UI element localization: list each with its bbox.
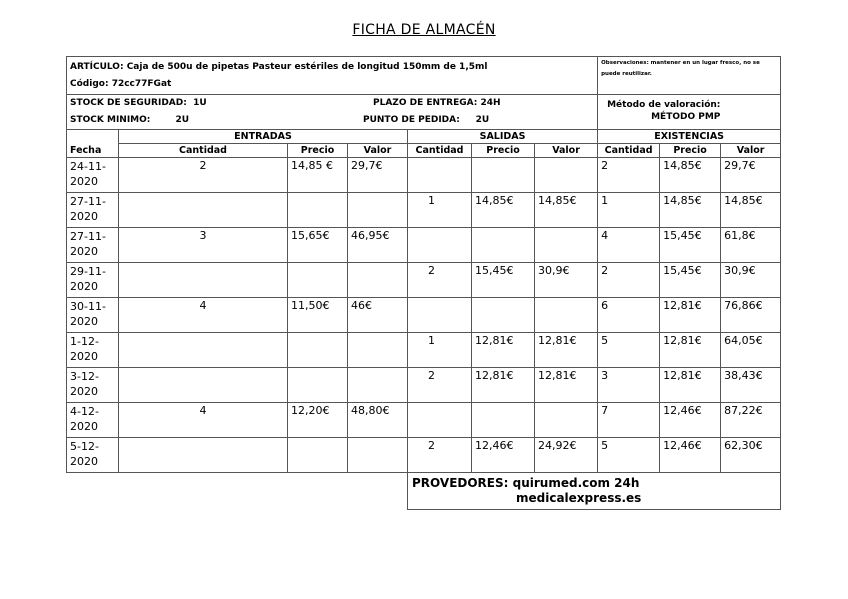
- stock-info-cell: [67, 95, 598, 130]
- stock-minimo-value: 2U: [175, 115, 190, 125]
- cell-e-valor: 48,80€: [348, 403, 408, 438]
- cell-x-valor: 64,05€: [721, 333, 781, 368]
- cell-s-cantidad: 2: [408, 438, 472, 473]
- table-row: [67, 228, 781, 263]
- punto-pedida-value: 2U: [475, 115, 490, 125]
- col-entradas-precio: Precio: [288, 144, 348, 158]
- cell-e-precio: [288, 368, 348, 403]
- table-row: [67, 438, 781, 473]
- cell-s-precio: 14,85€: [472, 193, 535, 228]
- cell-e-precio: [288, 193, 348, 228]
- plazo-entrega-label: PLAZO DE ENTREGA:: [373, 98, 478, 108]
- cell-x-cantidad: 2: [598, 263, 660, 298]
- cell-fecha: 1-12-2020: [67, 333, 119, 368]
- cell-e-valor: [348, 193, 408, 228]
- table-row: [67, 193, 781, 228]
- cell-s-cantidad: [408, 228, 472, 263]
- cell-x-precio: 12,81€: [660, 333, 721, 368]
- cell-s-valor: 14,85€: [535, 193, 598, 228]
- cell-x-valor: 29,7€: [721, 158, 781, 193]
- codigo-line: [70, 76, 594, 93]
- proveedores-cell: [408, 473, 781, 510]
- table-row: [67, 333, 781, 368]
- cell-e-valor: [348, 333, 408, 368]
- cell-s-valor: [535, 298, 598, 333]
- cell-e-cantidad: [119, 333, 288, 368]
- entradas-header: ENTRADAS: [119, 130, 408, 144]
- cell-x-cantidad: 3: [598, 368, 660, 403]
- cell-e-precio: [288, 438, 348, 473]
- plazo-entrega: [373, 95, 501, 112]
- cell-x-valor: 14,85€: [721, 193, 781, 228]
- proveedores-line2: medicalexpress.es: [516, 491, 642, 505]
- cell-x-precio: 14,85€: [660, 193, 721, 228]
- cell-x-precio: 15,45€: [660, 228, 721, 263]
- cell-e-cantidad: [119, 438, 288, 473]
- cell-s-valor: 30,9€: [535, 263, 598, 298]
- cell-x-precio: 12,81€: [660, 368, 721, 403]
- articulo-label: ARTÍCULO:: [70, 62, 124, 72]
- cell-x-cantidad: 5: [598, 438, 660, 473]
- articulo-cell: [67, 57, 598, 95]
- cell-e-valor: [348, 368, 408, 403]
- metodo-label: Método de valoración:: [607, 100, 721, 110]
- proveedores-spacer: [67, 473, 408, 510]
- cell-e-cantidad: 4: [119, 403, 288, 438]
- cell-fecha: 27-11-2020: [67, 193, 119, 228]
- articulo-row: [67, 57, 781, 95]
- cell-x-valor: 62,30€: [721, 438, 781, 473]
- col-entradas-valor: Valor: [348, 144, 408, 158]
- cell-x-precio: 15,45€: [660, 263, 721, 298]
- cell-s-cantidad: [408, 298, 472, 333]
- metodo-value: MÉTODO PMP: [651, 112, 721, 122]
- cell-s-precio: [472, 228, 535, 263]
- col-salidas-precio: Precio: [472, 144, 535, 158]
- cell-s-precio: [472, 403, 535, 438]
- cell-s-cantidad: 2: [408, 368, 472, 403]
- cell-s-cantidad: [408, 158, 472, 193]
- cell-fecha: 24-11-2020: [67, 158, 119, 193]
- codigo-value: 72cc77FGat: [111, 79, 172, 89]
- cell-fecha: 5-12-2020: [67, 438, 119, 473]
- cell-e-valor: 46,95€: [348, 228, 408, 263]
- table-row: [67, 368, 781, 403]
- fecha-group-spacer: [67, 130, 119, 144]
- cell-e-valor: [348, 263, 408, 298]
- movement-rows: [67, 158, 781, 473]
- cell-e-precio: 14,85 €: [288, 158, 348, 193]
- cell-x-precio: 14,85€: [660, 158, 721, 193]
- cell-s-precio: 12,81€: [472, 333, 535, 368]
- table-row: [67, 158, 781, 193]
- cell-x-cantidad: 1: [598, 193, 660, 228]
- cell-fecha: 27-11-2020: [67, 228, 119, 263]
- cell-x-valor: 30,9€: [721, 263, 781, 298]
- cell-fecha: 4-12-2020: [67, 403, 119, 438]
- cell-x-cantidad: 5: [598, 333, 660, 368]
- col-fecha: Fecha: [67, 144, 119, 158]
- group-header-row: [67, 130, 781, 144]
- stock-seguridad: [70, 95, 207, 112]
- cell-s-precio: 12,46€: [472, 438, 535, 473]
- stock-card-table: [66, 56, 781, 510]
- cell-x-cantidad: 4: [598, 228, 660, 263]
- cell-x-valor: 38,43€: [721, 368, 781, 403]
- cell-x-valor: 61,8€: [721, 228, 781, 263]
- col-existencias-valor: Valor: [721, 144, 781, 158]
- cell-s-precio: 12,81€: [472, 368, 535, 403]
- table-row: [67, 298, 781, 333]
- cell-s-cantidad: 2: [408, 263, 472, 298]
- cell-x-cantidad: 7: [598, 403, 660, 438]
- cell-x-precio: 12,81€: [660, 298, 721, 333]
- cell-e-precio: [288, 333, 348, 368]
- stock-seguridad-value: 1U: [193, 98, 207, 108]
- cell-e-cantidad: [119, 263, 288, 298]
- column-header-row: [67, 144, 781, 158]
- stock-minimo: [70, 112, 189, 129]
- cell-x-precio: 12,46€: [660, 438, 721, 473]
- cell-s-cantidad: [408, 403, 472, 438]
- cell-s-precio: 15,45€: [472, 263, 535, 298]
- cell-s-valor: 12,81€: [535, 368, 598, 403]
- cell-e-cantidad: 2: [119, 158, 288, 193]
- punto-pedida-label: PUNTO DE PEDIDA:: [363, 115, 460, 125]
- proveedores-label: PROVEDORES:: [412, 476, 509, 490]
- metodo-cell: [598, 95, 781, 130]
- table-row: [67, 263, 781, 298]
- col-existencias-cantidad: Cantidad: [598, 144, 660, 158]
- cell-e-cantidad: [119, 193, 288, 228]
- cell-s-valor: [535, 158, 598, 193]
- cell-s-valor: 24,92€: [535, 438, 598, 473]
- page-title: FICHA DE ALMACÉN: [352, 22, 496, 38]
- salidas-header: SALIDAS: [408, 130, 598, 144]
- stock-seguridad-label: STOCK DE SEGURIDAD:: [70, 98, 187, 108]
- cell-x-valor: 76,86€: [721, 298, 781, 333]
- cell-s-valor: [535, 228, 598, 263]
- cell-x-cantidad: 6: [598, 298, 660, 333]
- codigo-label: Código:: [70, 79, 109, 89]
- cell-s-precio: [472, 298, 535, 333]
- cell-fecha: 3-12-2020: [67, 368, 119, 403]
- cell-e-cantidad: 3: [119, 228, 288, 263]
- proveedores-line1: quirumed.com 24h: [512, 476, 640, 490]
- existencias-header: EXISTENCIAS: [598, 130, 781, 144]
- cell-e-cantidad: 4: [119, 298, 288, 333]
- cell-e-valor: 46€: [348, 298, 408, 333]
- col-salidas-valor: Valor: [535, 144, 598, 158]
- cell-e-valor: 29,7€: [348, 158, 408, 193]
- col-existencias-precio: Precio: [660, 144, 721, 158]
- cell-e-precio: 12,20€: [288, 403, 348, 438]
- cell-fecha: 29-11-2020: [67, 263, 119, 298]
- cell-s-valor: [535, 403, 598, 438]
- cell-e-precio: 11,50€: [288, 298, 348, 333]
- cell-s-precio: [472, 158, 535, 193]
- cell-s-cantidad: 1: [408, 193, 472, 228]
- punto-pedida: [363, 112, 489, 129]
- cell-s-valor: 12,81€: [535, 333, 598, 368]
- cell-x-cantidad: 2: [598, 158, 660, 193]
- col-salidas-cantidad: Cantidad: [408, 144, 472, 158]
- proveedores-row: [67, 473, 781, 510]
- cell-e-valor: [348, 438, 408, 473]
- plazo-entrega-value: 24H: [480, 98, 501, 108]
- cell-x-valor: 87,22€: [721, 403, 781, 438]
- cell-e-precio: 15,65€: [288, 228, 348, 263]
- cell-fecha: 30-11-2020: [67, 298, 119, 333]
- articulo-value: Caja de 500u de pipetas Pasteur estériles de longitud 150mm de 1,5ml: [126, 62, 488, 72]
- observaciones-cell: Observaciones: mantener en un lugar fresco, no se puede reutilizar.: [598, 57, 781, 95]
- cell-s-cantidad: 1: [408, 333, 472, 368]
- stock-minimo-label: STOCK MINIMO:: [70, 115, 151, 125]
- cell-x-precio: 12,46€: [660, 403, 721, 438]
- articulo-line: [70, 59, 594, 76]
- table-row: [67, 403, 781, 438]
- col-entradas-cantidad: Cantidad: [119, 144, 288, 158]
- cell-e-precio: [288, 263, 348, 298]
- stock-info-row: [67, 95, 781, 130]
- cell-e-cantidad: [119, 368, 288, 403]
